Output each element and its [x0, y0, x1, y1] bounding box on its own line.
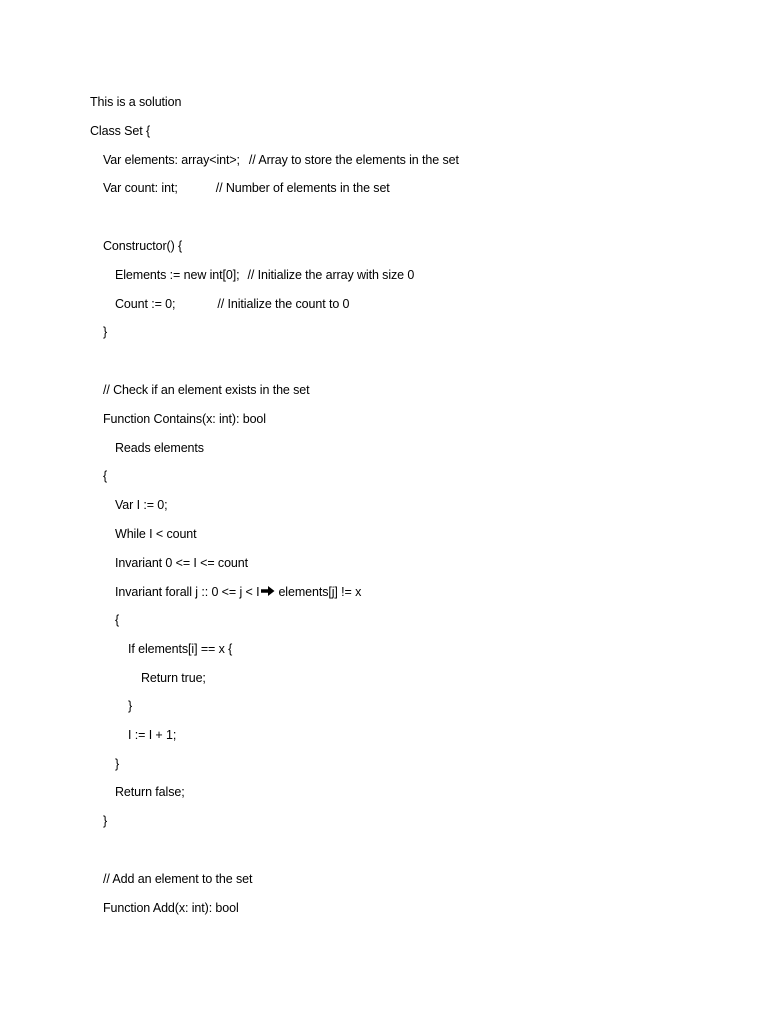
increment-i: I := I + 1;	[128, 728, 177, 742]
return-false: Return false;	[115, 785, 185, 799]
intro-text: This is a solution	[90, 95, 182, 109]
contains-comment: // Check if an element exists in the set	[103, 383, 310, 397]
add-signature: Function Add(x: int): bool	[103, 901, 239, 915]
constructor-init-elements: Elements := new int[0]; // Initialize the array with size 0	[115, 268, 415, 282]
loop-close-brace: }	[115, 757, 120, 771]
if-close-brace: }	[128, 699, 133, 713]
constructor-close: }	[103, 325, 108, 339]
while-loop: While I < count	[115, 527, 197, 541]
invariant-bounds: Invariant 0 <= I <= count	[115, 556, 249, 570]
field-elements: Var elements: array<int>; // Array to store the elements in the set	[103, 153, 459, 167]
comment: // Initialize the count to 0	[217, 297, 350, 311]
loop-open-brace: {	[115, 613, 120, 627]
comment: // Array to store the elements in the set	[248, 153, 459, 167]
field-count: Var count: int; // Number of elements in the set	[103, 181, 390, 195]
add-comment: // Add an element to the set	[103, 872, 253, 886]
contains-open-brace: {	[103, 469, 108, 483]
invariant-forall: Invariant forall j :: 0 <= j < I elements[j] != x	[115, 585, 362, 599]
contains-reads: Reads elements	[115, 441, 204, 455]
comment: // Number of elements in the set	[215, 181, 390, 195]
implies-arrow-icon	[261, 585, 275, 597]
comment: // Initialize the array with size 0	[247, 268, 415, 282]
return-true: Return true;	[141, 671, 206, 685]
contains-close-brace: }	[103, 814, 108, 828]
var-i-declaration: Var I := 0;	[115, 498, 168, 512]
class-declaration: Class Set {	[90, 124, 151, 138]
contains-signature: Function Contains(x: int): bool	[103, 412, 266, 426]
constructor-init-count: Count := 0; // Initialize the count to 0	[115, 297, 350, 311]
constructor-header: Constructor() {	[103, 239, 183, 253]
if-condition: If elements[i] == x {	[128, 642, 233, 656]
